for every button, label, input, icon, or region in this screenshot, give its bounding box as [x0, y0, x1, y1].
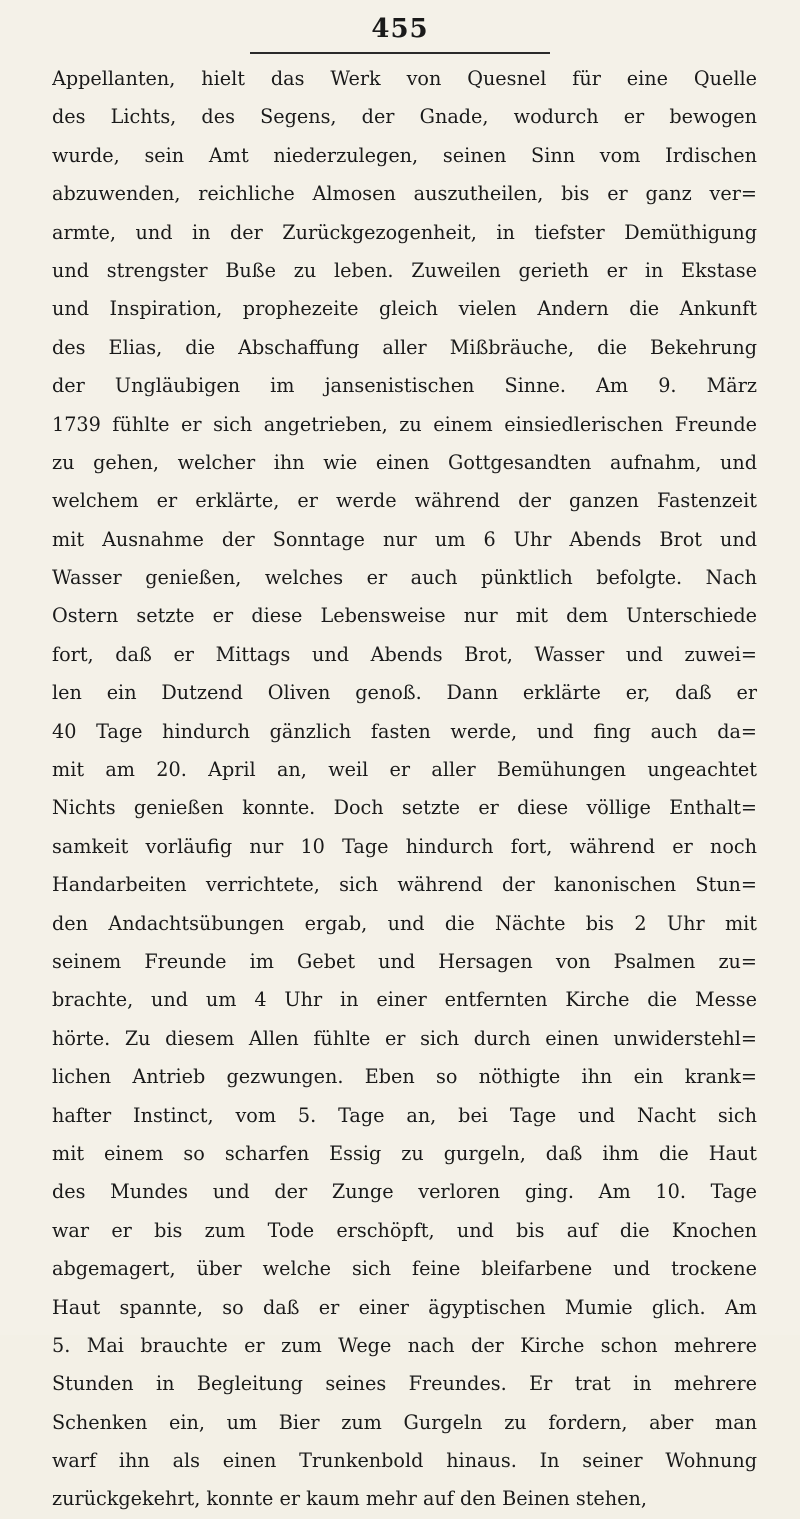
text-line: lichen Antrieb gezwungen. Eben so nöthigte ihn ein krank=	[52, 1065, 757, 1089]
text-line: Stunden in Begleitung seines Freundes. Er trat in mehrere	[52, 1372, 757, 1396]
text-line: mit Ausnahme der Sonntage nur um 6 Uhr Abends Brot und	[52, 527, 757, 551]
header-rule	[250, 52, 550, 54]
body-text	[52, 60, 757, 1519]
text-line: Ostern setzte er diese Lebensweise nur mit dem Unterschiede	[52, 604, 757, 628]
text-line: des Lichts, des Segens, der Gnade, wodurch er bewogen	[52, 105, 757, 129]
text-line: des Mundes und der Zunge verloren ging. Am 10. Tage	[52, 1180, 757, 1204]
text-line: zu gehen, welcher ihn wie einen Gottgesandten aufnahm, und	[52, 450, 757, 474]
text-line: des Elias, die Abschaffung aller Mißbräuche, die Bekehrung	[52, 335, 757, 359]
text-line: mit einem so scharfen Essig zu gurgeln, daß ihm die Haut	[52, 1141, 757, 1165]
text-line: Haut spannte, so daß er einer ägyptischen Mumie glich. Am	[52, 1295, 757, 1319]
page-number: 455	[371, 14, 429, 44]
text-line: mit am 20. April an, weil er aller Bemühungen ungeachtet	[52, 758, 757, 782]
text-line: abzuwenden, reichliche Almosen auszutheilen, bis er ganz ver=	[52, 182, 757, 206]
text-line: 5. Mai brauchte er zum Wege nach der Kirche schon mehrere	[52, 1333, 757, 1357]
text-line: seinem Freunde im Gebet und Hersagen von Psalmen zu=	[52, 949, 757, 973]
text-line: armte, und in der Zurückgezogenheit, in tiefster Demüthigung	[52, 220, 757, 244]
text-line: samkeit vorläufig nur 10 Tage hindurch fort, während er noch	[52, 834, 757, 858]
text-line: hörte. Zu diesem Allen fühlte er sich durch einen unwiderstehl=	[52, 1026, 757, 1050]
text-line: den Andachtsübungen ergab, und die Nächte bis 2 Uhr mit	[52, 911, 757, 935]
text-line: hafter Instinct, vom 5. Tage an, bei Tage und Nacht sich	[52, 1103, 757, 1127]
text-line: fort, daß er Mittags und Abends Brot, Wasser und zuwei=	[52, 642, 757, 666]
text-line: welchem er erklärte, er werde während der ganzen Fastenzeit	[52, 489, 757, 513]
text-line: Handarbeiten verrichtete, sich während der kanonischen Stun=	[52, 873, 757, 897]
text-line: warf ihn als einen Trunkenbold hinaus. In seiner Wohnung	[52, 1449, 757, 1473]
text-line: war er bis zum Tode erschöpft, und bis auf die Knochen	[52, 1218, 757, 1242]
text-line: abgemagert, über welche sich feine bleifarbene und trockene	[52, 1257, 757, 1281]
text-line: len ein Dutzend Oliven genoß. Dann erklärte er, daß er	[52, 681, 757, 705]
text-line: Wasser genießen, welches er auch pünktlich befolgte. Nach	[52, 566, 757, 590]
text-line: Schenken ein, um Bier zum Gurgeln zu fordern, aber man	[52, 1410, 757, 1434]
text-line: und strengster Buße zu leben. Zuweilen gerieth er in Ekstase	[52, 258, 757, 282]
text-line: Appellanten, hielt das Werk von Quesnel für eine Quelle	[52, 67, 757, 90]
text-line: der Ungläubigen im jansenistischen Sinne. Am 9. März	[52, 374, 757, 398]
text-line: wurde, sein Amt niederzulegen, seinen Sinn vom Irdischen	[52, 143, 757, 167]
text-line: brachte, und um 4 Uhr in einer entfernten Kirche die Messe	[52, 988, 757, 1012]
text-line: zurückgekehrt, konnte er kaum mehr auf den Beinen stehen,	[52, 1487, 647, 1511]
text-line: 1739 fühlte er sich angetrieben, zu einem einsiedlerischen Freunde	[52, 412, 757, 436]
text-line: und Inspiration, prophezeite gleich vielen Andern die Ankunft	[52, 297, 757, 321]
text-line: Nichts genießen konnte. Doch setzte er diese völlige Enthalt=	[52, 796, 757, 820]
text-line: 40 Tage hindurch gänzlich fasten werde, und fing auch da=	[52, 719, 757, 743]
